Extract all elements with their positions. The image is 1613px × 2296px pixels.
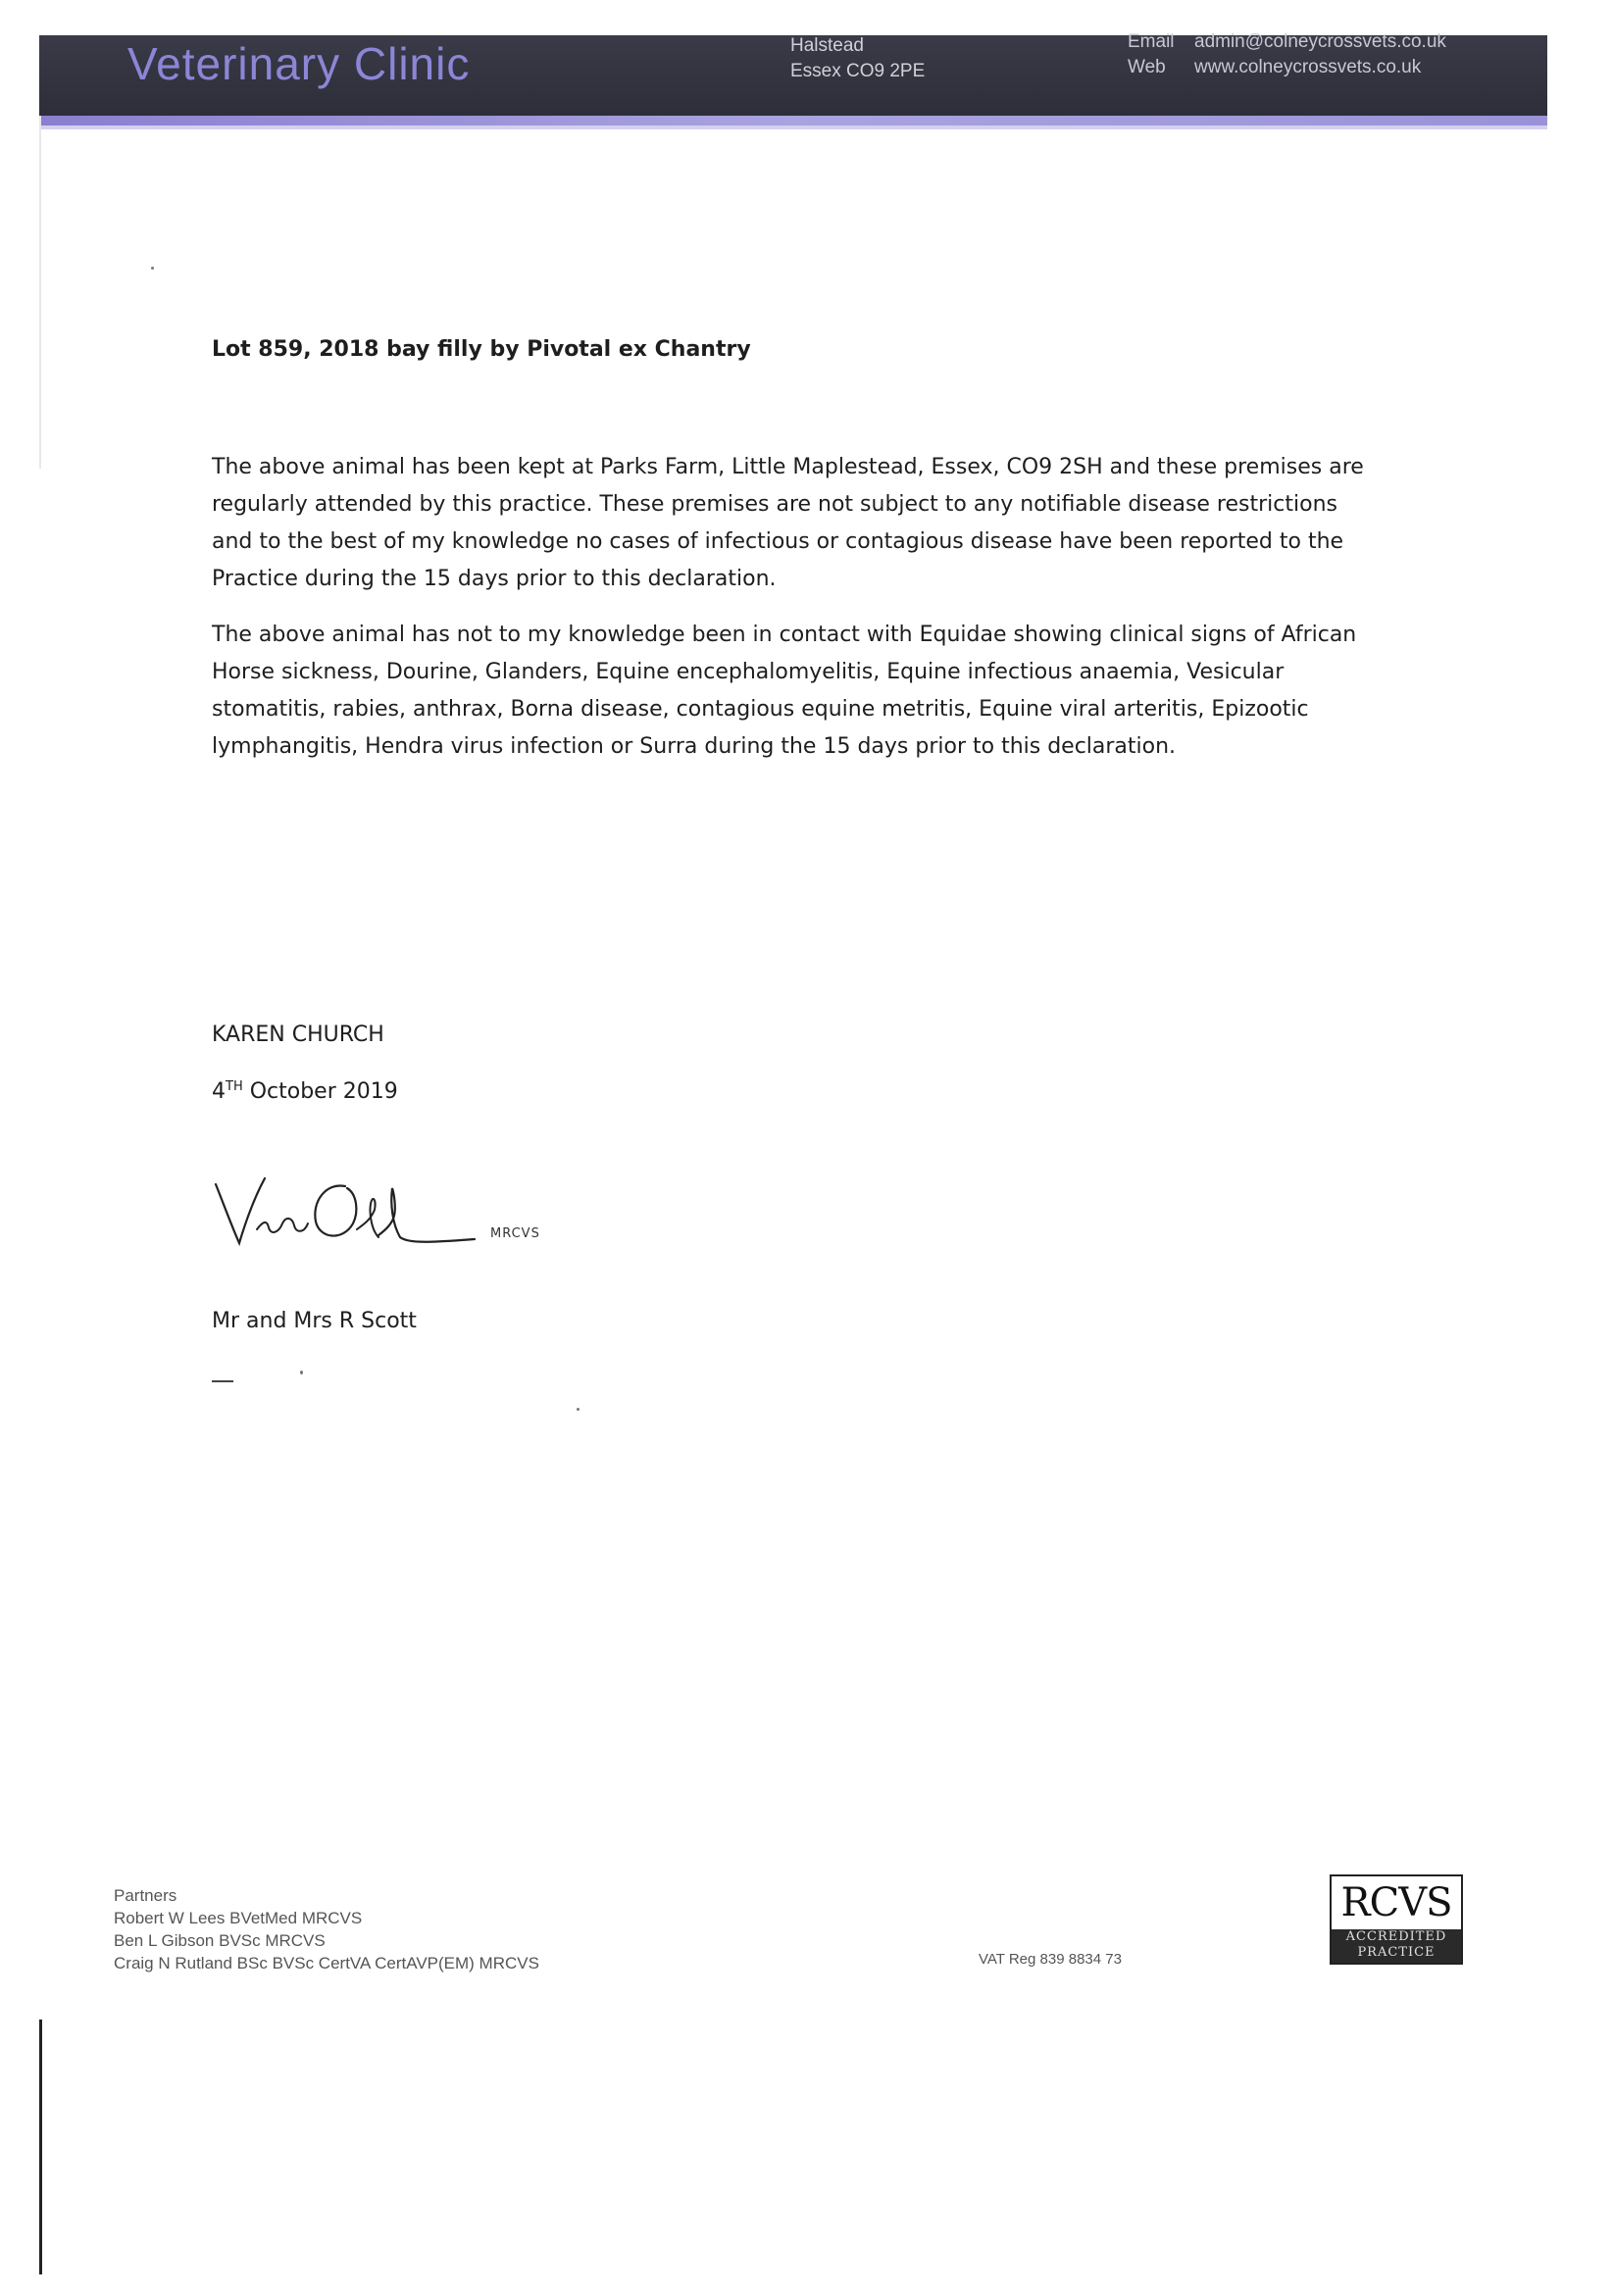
partner-3: Craig N Rutland BSc BVSc CertVA CertAVP(EM) MRCVS [114,1954,539,1972]
partners-heading: Partners [114,1886,177,1905]
clinic-name: Veterinary Clinic [127,38,471,89]
web-value: www.colneycrossvets.co.uk [1194,57,1422,77]
paragraph-contact: The above animal has not to my knowledge been in contact with Equidae showing clinical signs of African Horse sickness, Dourine, Glanders, Equine encephalomyelitis, Equine infectious anaemia, Vesicular stomatitis, rabies, anthrax, Borna disease, contagious equine metritis, Equine viral arteritis, Epizootic lymphangitis, Hendra virus infection or Surra during the 15 days prior to this declaration. [212,623,1357,759]
letterhead-stripe-light [39,125,1547,129]
date-day: 4 [212,1079,226,1104]
letter-date [212,1079,1388,1104]
scan-speck [577,1408,580,1411]
email-row [1128,29,1446,55]
signature-postnominal: MRCVS [490,1226,540,1241]
scan-speck [151,267,154,270]
date-suffix: TH [226,1079,243,1094]
rcvs-logo-text: RCVS [1340,1880,1452,1925]
email-value: admin@colneycrossvets.co.uk [1194,31,1446,52]
web-row [1128,55,1446,80]
clinic-contact [1128,29,1446,80]
lot-title: Lot 859, 2018 bay filly by Pivotal ex Chantry [212,337,751,362]
email-label: Email [1128,31,1175,52]
paragraph-premises: The above animal has been kept at Parks Farm, Little Maplestead, Essex, CO9 2SH and these premises are regularly attended by this practice. These premises are not subject to any notifiable disease restrictions and to the best of my knowledge no cases of infectious or contagious disease have been reported to the Practice during the 15 days prior to this declaration. [212,455,1364,591]
letterhead-stripe [39,116,1547,125]
owners-name: Mr and Mrs R Scott [212,1309,417,1333]
address-line-2: Essex CO9 2PE [790,61,926,81]
address-line-1: Halstead [790,35,864,56]
signer-name: KAREN CHURCH [212,1023,384,1047]
vat-registration: VAT Reg 839 8834 73 [979,1951,1122,1968]
dash-mark [212,1380,233,1382]
left-margin-rule [39,116,41,469]
handwritten-signature [210,1165,631,1253]
rcvs-logo [1330,1874,1463,1965]
date-rest: October 2019 [242,1079,398,1104]
clinic-address [790,33,925,84]
scan-speck [300,1371,303,1374]
partner-1: Robert W Lees BVetMed MRCVS [114,1909,363,1927]
partners-list [114,1884,539,1974]
partner-2: Ben L Gibson BVSc MRCVS [114,1931,326,1950]
web-label: Web [1128,57,1166,77]
left-margin-mark [39,2020,42,2274]
rcvs-logo-subtext: ACCREDITED PRACTICE [1332,1929,1461,1963]
